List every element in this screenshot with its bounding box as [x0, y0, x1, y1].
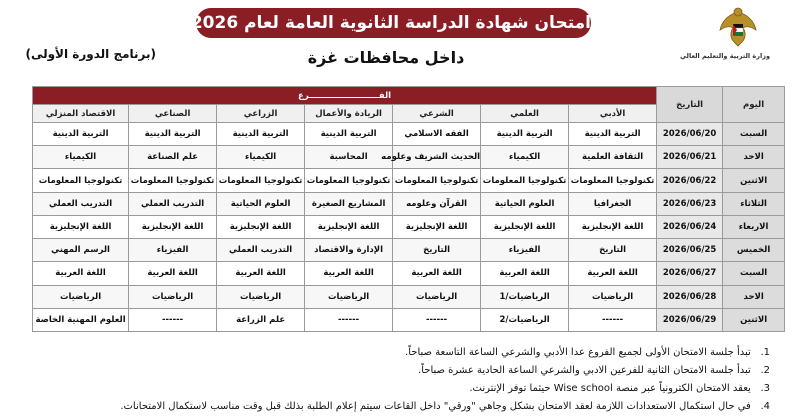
subject-cell: اللغة العربية: [305, 262, 393, 285]
subject-cell: الرياضيات/1: [481, 285, 569, 308]
branch-group-header: الفــــــــــــــــــــــــرع: [33, 87, 657, 105]
subject-cell: تكنولوجيا المعلومات: [129, 169, 217, 192]
subject-cell: الكيمياء: [217, 146, 305, 169]
subject-cell: الرياضيات: [305, 285, 393, 308]
day-cell: السبت: [723, 262, 785, 285]
subject-cell: تكنولوجيا المعلومات: [33, 169, 129, 192]
page-title: امتحان شهادة الدراسة الثانوية العامة لعام 2026: [196, 8, 591, 38]
date-cell: 2026/06/27: [657, 262, 723, 285]
date-cell: 2026/06/21: [657, 146, 723, 169]
table-row: [33, 239, 785, 262]
subject-cell: التربية الدينية: [33, 123, 129, 146]
note-text: في حال استكمال الاستعدادات اللازمة لعقد الامتحان بشكل وجاهي "ورقي" داخل القاعات سيتم إعلام الطلبة بذلك قبل وقت مناسب لاستكمال الامتحانات.: [120, 401, 751, 412]
date-header: التاريخ: [657, 87, 723, 123]
subject-cell: تكنولوجيا المعلومات: [305, 169, 393, 192]
subject-cell: التدريب العملي: [33, 192, 129, 215]
date-cell: 2026/06/25: [657, 239, 723, 262]
date-cell: 2026/06/28: [657, 285, 723, 308]
subject-cell: التاريخ: [393, 239, 481, 262]
exam-schedule-table: [32, 86, 785, 332]
subject-cell: الفيزياء: [129, 239, 217, 262]
palestine-emblem-icon: [716, 4, 760, 50]
table-row: [33, 192, 785, 215]
subject-cell: الثقافة العلمية: [569, 146, 657, 169]
subject-cell: الكيمياء: [481, 146, 569, 169]
subject-cell: العلوم الحياتية: [217, 192, 305, 215]
day-cell: الاثنين: [723, 308, 785, 331]
table-row: [33, 262, 785, 285]
subject-cell: الرسم المهني: [33, 239, 129, 262]
ministry-logo: [679, 4, 770, 64]
subject-cell: اللغة الإنجليزية: [481, 215, 569, 238]
note-number: 3.: [760, 383, 770, 394]
branch-header: الشرعي: [393, 105, 481, 123]
note-item: [28, 344, 770, 362]
note-number: 4.: [760, 401, 770, 412]
subject-cell: المشاريع الصغيرة: [305, 192, 393, 215]
subject-cell: العلوم المهنية الخاصة: [33, 308, 129, 331]
subject-cell: تكنولوجيا المعلومات: [217, 169, 305, 192]
date-cell: 2026/06/22: [657, 169, 723, 192]
date-cell: 2026/06/20: [657, 123, 723, 146]
subject-cell: الإدارة والاقتصاد: [305, 239, 393, 262]
subject-cell: التربية الدينية: [129, 123, 217, 146]
day-cell: الاثنين: [723, 169, 785, 192]
note-item: [28, 362, 770, 380]
subject-cell: المحاسبة: [305, 146, 393, 169]
subject-cell: ------: [305, 308, 393, 331]
subject-cell: العلوم الحياتية: [481, 192, 569, 215]
note-item: [28, 398, 770, 416]
subject-cell: الرياضيات: [217, 285, 305, 308]
subject-cell: اللغة الإنجليزية: [33, 215, 129, 238]
subject-cell: اللغة العربية: [481, 262, 569, 285]
date-cell: 2026/06/29: [657, 308, 723, 331]
subject-cell: تكنولوجيا المعلومات: [569, 169, 657, 192]
day-cell: الثلاثاء: [723, 192, 785, 215]
subject-cell: اللغة العربية: [33, 262, 129, 285]
subject-cell: ------: [129, 308, 217, 331]
subject-cell: اللغة الإنجليزية: [217, 215, 305, 238]
subject-cell: التدريب العملي: [217, 239, 305, 262]
table-row: [33, 285, 785, 308]
note-number: 2.: [760, 365, 770, 376]
subject-cell: تكنولوجيا المعلومات: [393, 169, 481, 192]
subject-cell: الرياضيات/2: [481, 308, 569, 331]
subject-cell: اللغة الإنجليزية: [393, 215, 481, 238]
subject-cell: اللغة الإنجليزية: [305, 215, 393, 238]
day-cell: الاحد: [723, 285, 785, 308]
subject-cell: اللغة العربية: [129, 262, 217, 285]
note-text: تبدأ جلسة الامتحان الثانية للفرعين الادبي والشرعي الساعة الحادية عشرة صباحاً.: [418, 365, 751, 376]
subject-cell: التربية الدينية: [217, 123, 305, 146]
subject-cell: الفقه الاسلامي: [393, 123, 481, 146]
subject-cell: الرياضيات: [33, 285, 129, 308]
date-cell: 2026/06/24: [657, 215, 723, 238]
table-row: [33, 169, 785, 192]
subject-cell: اللغة العربية: [217, 262, 305, 285]
subject-cell: الرياضيات: [129, 285, 217, 308]
subject-cell: القرآن وعلومه: [393, 192, 481, 215]
table-row: [33, 123, 785, 146]
branch-header: الاقتصاد المنزلي: [33, 105, 129, 123]
subject-cell: ------: [393, 308, 481, 331]
table-row: [33, 308, 785, 331]
subject-cell: اللغة الإنجليزية: [129, 215, 217, 238]
table-row: [33, 146, 785, 169]
subject-cell: الحديث الشريف وعلومه: [393, 146, 481, 169]
table-row: [33, 215, 785, 238]
subject-cell: التربية الدينية: [569, 123, 657, 146]
branch-header: الصناعي: [129, 105, 217, 123]
day-cell: السبت: [723, 123, 785, 146]
subject-cell: الجغرافيا: [569, 192, 657, 215]
day-cell: الخميس: [723, 239, 785, 262]
day-cell: الاحد: [723, 146, 785, 169]
note-text: تبدأ جلسة الامتحان الأولى لجميع الفروع عدا الأدبي والشرعي الساعة التاسعة صباحاً.: [405, 347, 751, 358]
subject-cell: التاريخ: [569, 239, 657, 262]
subject-cell: التربية الدينية: [305, 123, 393, 146]
subject-cell: الكيمياء: [33, 146, 129, 169]
subject-cell: علم الزراعة: [217, 308, 305, 331]
subject-cell: التدريب العملي: [129, 192, 217, 215]
program-label: (برنامج الدورة الأولى): [25, 47, 156, 61]
branch-header: الأدبي: [569, 105, 657, 123]
subject-cell: اللغة العربية: [393, 262, 481, 285]
subject-cell: تكنولوجيا المعلومات: [481, 169, 569, 192]
branch-header: الزراعي: [217, 105, 305, 123]
note-item: [28, 380, 770, 398]
day-header: اليوم: [723, 87, 785, 123]
subject-cell: اللغة العربية: [569, 262, 657, 285]
branch-header: الريادة والأعمال: [305, 105, 393, 123]
page-subtitle: داخل محافظات غزة: [307, 48, 465, 67]
notes-list: [28, 344, 770, 418]
date-cell: 2026/06/23: [657, 192, 723, 215]
subject-cell: ------: [569, 308, 657, 331]
subject-cell: الفيزياء: [481, 239, 569, 262]
subject-cell: علم الصناعة: [129, 146, 217, 169]
day-cell: الاربعاء: [723, 215, 785, 238]
subject-cell: الرياضيات: [393, 285, 481, 308]
note-text: يعقد الامتحان الكترونياً عبر منصة Wise school حيثما توفر الإنترنت.: [469, 383, 751, 394]
subject-cell: اللغة الإنجليزية: [569, 215, 657, 238]
subject-cell: التربية الدينية: [481, 123, 569, 146]
ministry-name: وزارة التربية والتعليم العالي: [679, 52, 770, 60]
branch-header: العلمي: [481, 105, 569, 123]
subject-cell: الرياضيات: [569, 285, 657, 308]
note-number: 1.: [760, 347, 770, 358]
